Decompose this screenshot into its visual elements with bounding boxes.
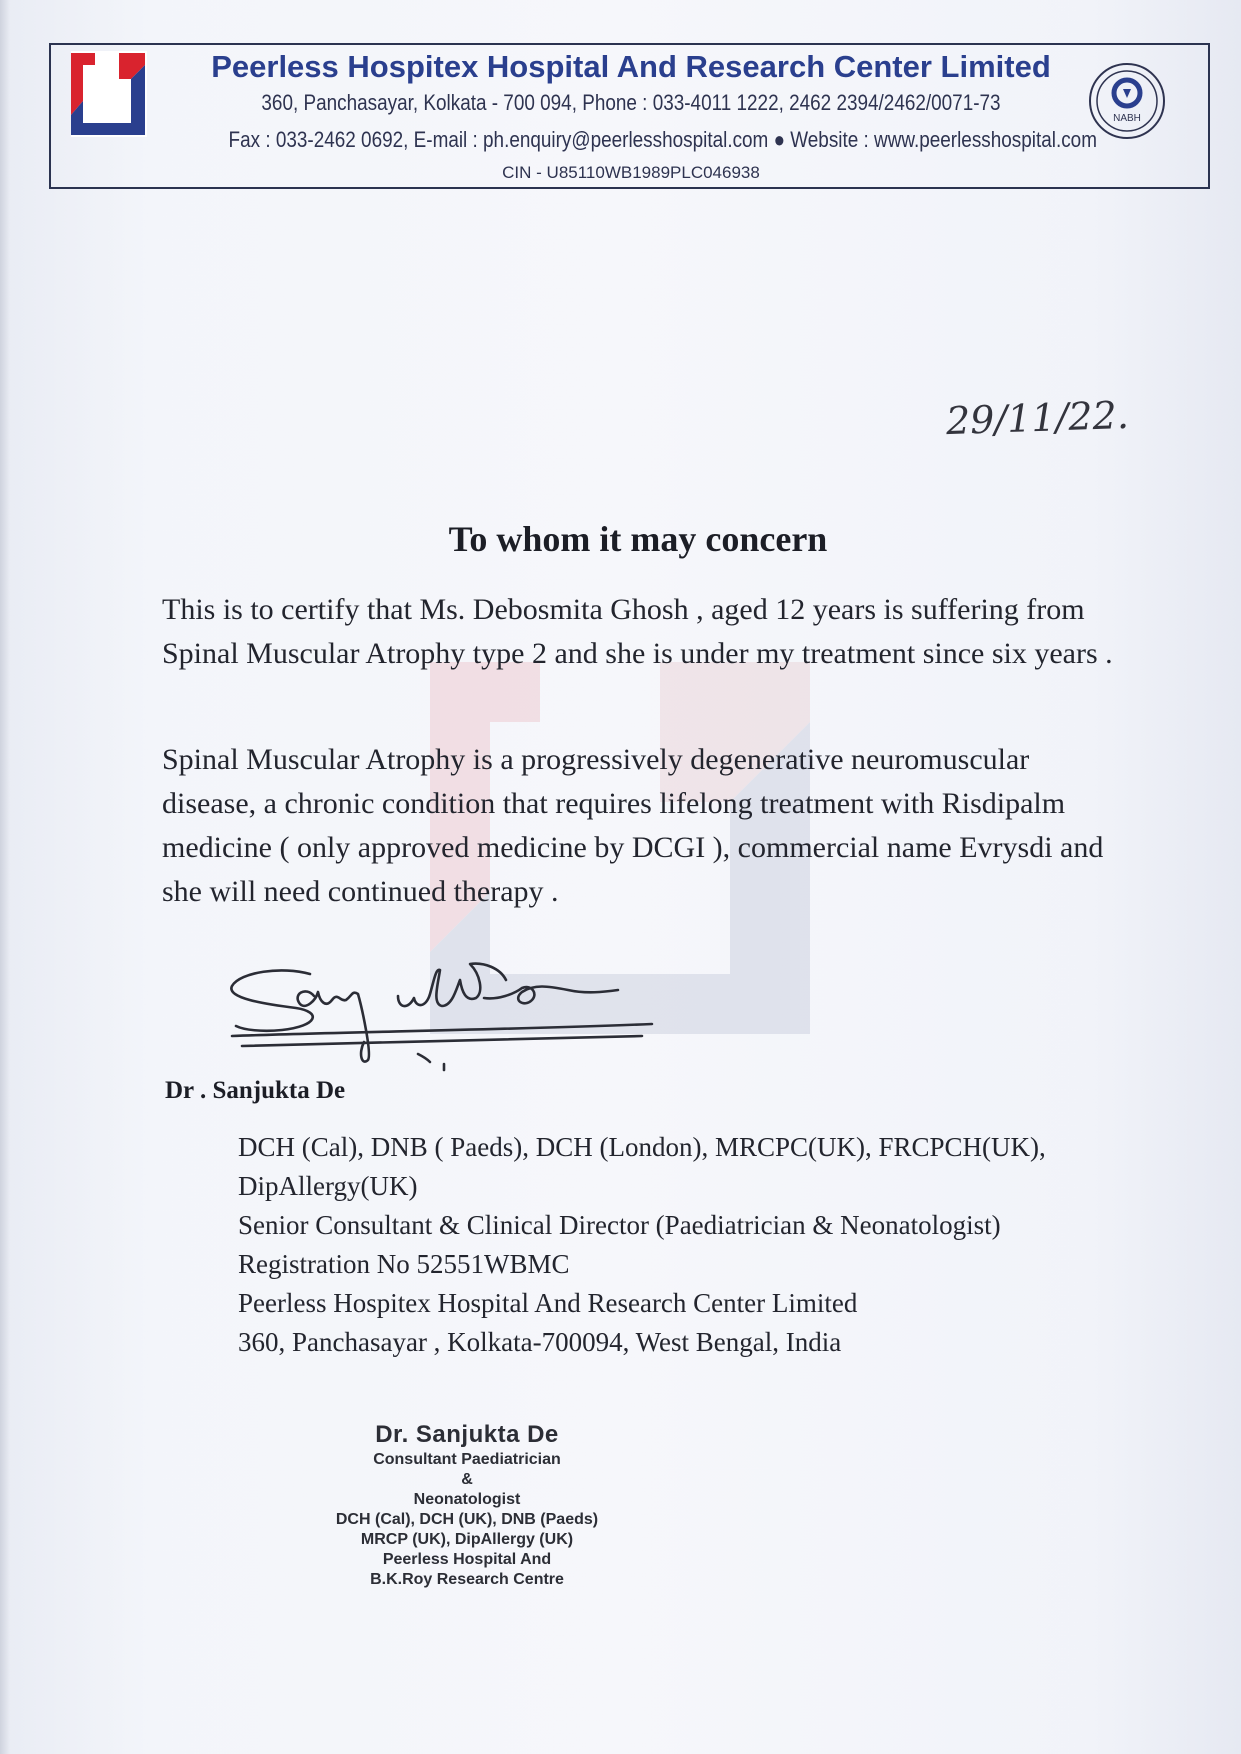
certification-paragraph: This is to certify that Ms. Debosmita Ghosh , aged 12 years is suffering from Spinal Muscular Atrophy type 2 and she is under my treatment since six years . — [162, 593, 1113, 670]
hospital-address: 360, Panchasayar, Kolkata - 700 094, Phone : 033-4011 1222, 2462 2394/2462/0071-73 — [261, 90, 1001, 115]
stamp-line: Neonatologist — [413, 1491, 521, 1508]
doctor-address: 360, Panchasayar , Kolkata-700094, West Bengal, India — [238, 1327, 842, 1357]
nabh-badge-text: NABH — [1113, 113, 1141, 124]
doctor-registration: Registration No 52551WBMC — [238, 1249, 570, 1279]
doctor-qualifications: DCH (Cal), DNB ( Paeds), DCH (London), MRCPC(UK), FRCPCH(UK), — [238, 1132, 1046, 1162]
stamp-line: DCH (Cal), DCH (UK), DNB (Paeds) — [335, 1511, 599, 1528]
stamp-line: MRCP (UK), DipAllergy (UK) — [360, 1531, 574, 1548]
stamp-line: B.K.Roy Research Centre — [370, 1571, 564, 1588]
hospital-name: Peerless Hospitex Hospital And Research Center Limited — [211, 49, 1051, 84]
doctor-designation: Senior Consultant & Clinical Director (Paediatrician & Neonatologist) — [238, 1210, 1001, 1240]
handwritten-date: 29/11/22. — [945, 392, 1130, 444]
page-edge-shadow — [0, 0, 10, 1754]
stamp-name: Dr. Sanjukta De — [375, 1421, 559, 1448]
stamp-line: & — [461, 1471, 473, 1488]
stamp-line: Peerless Hospital And — [382, 1551, 552, 1568]
hospital-cin: CIN - U85110WB1989PLC046938 — [502, 163, 760, 182]
doctor-name: Dr . Sanjukta De — [165, 1077, 346, 1104]
letterhead — [49, 43, 1210, 189]
doctor-qualifications-cont: DipAllergy(UK) — [238, 1171, 418, 1201]
doctor-hospital: Peerless Hospitex Hospital And Research Center Limited — [238, 1288, 858, 1318]
stamp-line: Consultant Paediatrician — [373, 1451, 561, 1468]
letter-heading: To whom it may concern — [448, 519, 828, 559]
hospital-logo-icon — [67, 45, 147, 139]
condition-paragraph: Spinal Muscular Atrophy is a progressively degenerative neuromuscular disease, a chronic condition that requires lifelong treatment with Risdipalm medicine ( only approved medicine by DCGI ), commercial name Evrysdi and she will need continued therapy . — [162, 743, 1104, 908]
nabh-badge-icon — [1087, 61, 1167, 141]
hospital-contact: Fax : 033-2462 0692, E-mail : ph.enquiry@peerlesshospital.com ● Website : www.peerlesshospital.com — [228, 127, 1097, 152]
doctor-stamp — [292, 1420, 642, 1590]
handwritten-signature — [222, 950, 682, 1080]
